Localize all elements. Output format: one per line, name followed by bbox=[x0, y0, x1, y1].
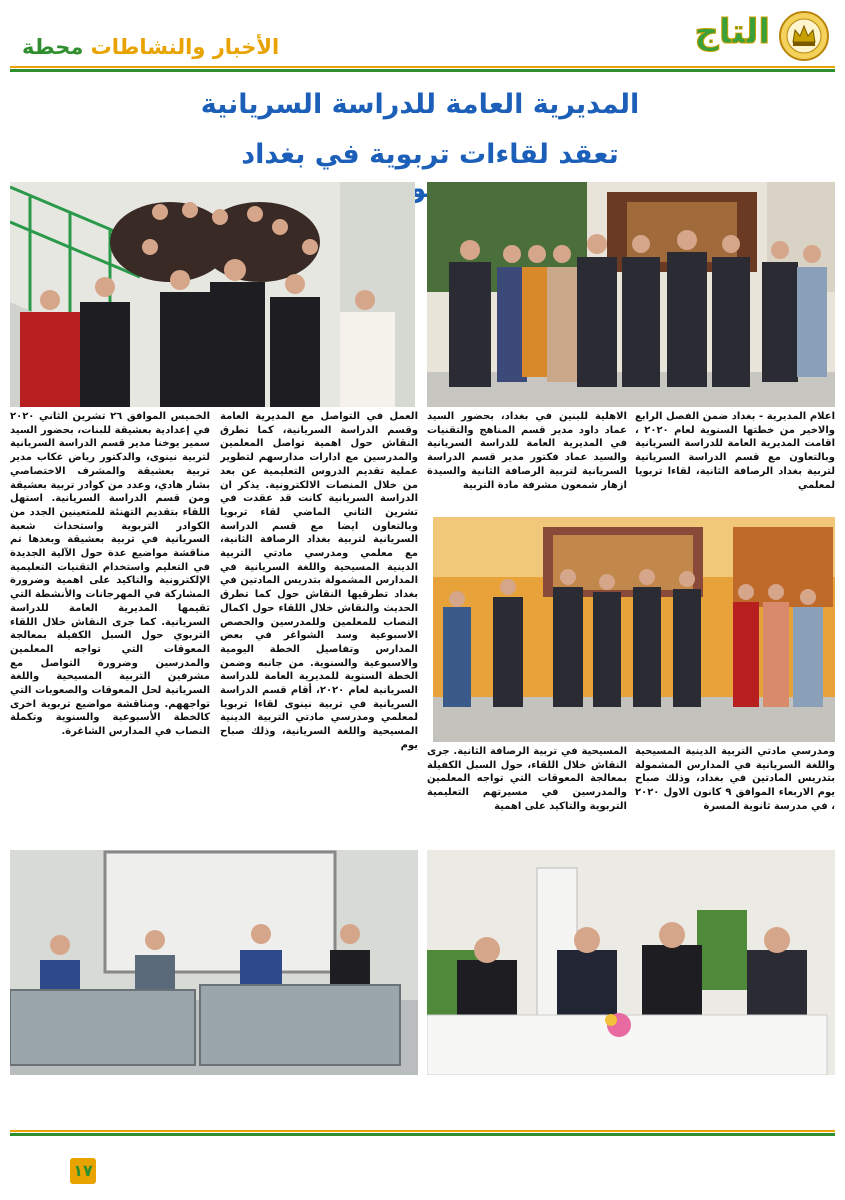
section-title-text: الأخبار والنشاطات bbox=[90, 35, 280, 59]
article-col2: الاهلية للبنين في بغداد، بحضور السيد عماد داود مدير قسم المناهج والتقنيات في المديرية العامة للدراسة السريانية والسيد عماد فكتور مدير قسم الدراسة السريانية لتربية الرصافة الثانية والسيدة ازهار شمعون مشرفة مادة التربية bbox=[427, 411, 627, 491]
panel-photo-classroom bbox=[10, 850, 418, 1075]
magazine-brand: التاج bbox=[694, 12, 770, 52]
group-photo-outdoor bbox=[427, 182, 835, 407]
header-rule bbox=[10, 66, 835, 72]
panel-photo-table bbox=[427, 850, 835, 1075]
section-title bbox=[22, 30, 462, 64]
magazine-crest-icon bbox=[775, 10, 833, 62]
article-col2b: المسيحية في تربية الرصافة الثانية. جرى النقاش خلال اللقاء، حول السبل الكفيلة بمعالجة المعوقات التي تواجه المعلمين والمدرسين في مسيرتهم التعليمية التربوية والتاكيد على اهمية bbox=[427, 746, 627, 812]
article-col1: اعلام المديرية - بغداد ضمن الفصل الرابع والاخير من خطتها السنوية لعام ٢٠٢٠ ، اقامت المديرية العامة للدراسة السريانية وبالتعاون مع قسم الدراسة السريانية لتربية بغداد الرصافة الثانية، لقاءا تربويا لمعلمي bbox=[635, 411, 835, 491]
group-photo-hall bbox=[10, 182, 415, 407]
article-title-line2: تعقد لقاءات تربوية في بغداد bbox=[241, 139, 619, 170]
footer-rule bbox=[10, 1130, 835, 1136]
page-number: ١٧ bbox=[70, 1158, 96, 1184]
article-col4: الخميس الموافق ٢٦ تشرين الثاني ٢٠٢٠ في إعدادية بعشيقة للبنات، بحضور السيد سمير يوخنا مدير قسم الدراسة السريانية لتربية نينوى، والدكتور رياض عكاب مدير تربية بعشيقة والمشرف الاختصاصي بشار هادي، وعدد من كوادر تربية بعشيقة ومن قسم الدراسة السريانية. استهل اللقاء بتقديم التهنئة للمتعينين الجدد من الكوادر التربوية واستحداث شعبة السريانية في تربية بعشيقة وبعدها تم مناقشة مواضيع عدة حول الآلية الجديدة في التعليم واستخدام التقنيات التعليمية الإلكترونية والتاكيد على اهمية وضرورة المشاركة في المهرجانات والأنشطة التي تقيمها المديرية العامة للدراسة السريانية. كما جرى النقاش خلال اللقاء التربوي حول السبل الكفيلة بمعالجة المعوقات التي تواجه المعلمين والمدرسين وضرورة التواصل مع مشرفين التربية المسيحية واللغة السريانية لحل المعوقات والصعوبات التي تواجههم. ومناقشة مواضيع تربوية اخرى كالخطة الأسبوعية والسنوية وتكملة النصاب في المدارس الشاغرة. bbox=[10, 411, 210, 738]
article-col3: العمل في التواصل مع المديرية العامة وقسم الدراسة السريانية، كما تطرق النقاش حول اهمية تواصل المعلمين والمدرسين مع ادارات مدارسهم لتطوير عملية تقديم الدروس التعليمية عن بعد من خلال المنصات الالكترونية. يذكر ان الدراسة السريانية كانت قد عقدت في تشرين الثاني الماضي لقاء تربويا وبالتعاون ايضا مع قسم الدراسة السريانية لتربية بغداد الرصافة الثانية، مع معلمي ومدرسي مادتي التربية الدينية المسيحية واللغة السريانية في المدارس المشمولة بتدريس المادتين في بغداد تطرقيها النقاش حول كما تطرق الحديث والنقاش خلال اللقاء حول اكمال النصاب للمعلمين وللمدرسين والحصص الاسبوعية وسد الشواغر في بعض المدارس وتفاصيل الخطة اليومية والاسبوعية والسنوية. من جانبه وضمن الخطة السنوية للمديرية العامة للدراسة السريانية لعام ٢٠٢٠، أقام قسم الدراسة السريانية في تربية نينوى لقاءا تربويا لمعلمي ومدرسي مادتي التربية الدينية المسيحية واللغة السريانية، وذلك صباح يوم bbox=[220, 411, 418, 751]
article-title-line1: المديرية العامة للدراسة السريانية bbox=[200, 89, 640, 120]
group-photo-school bbox=[433, 517, 835, 742]
section-title-tail: محطة bbox=[22, 35, 84, 59]
article-col1b: ومدرسي مادتي التربية الدينية المسيحية واللغة السريانية في المدارس المشمولة بتدريس المادتين في بغداد، وذلك صباح يوم الاربعاء الموافق ٩ كانون الاول ٢٠٢٠ ، في مدرسة ثانوية المسرة bbox=[635, 746, 835, 812]
